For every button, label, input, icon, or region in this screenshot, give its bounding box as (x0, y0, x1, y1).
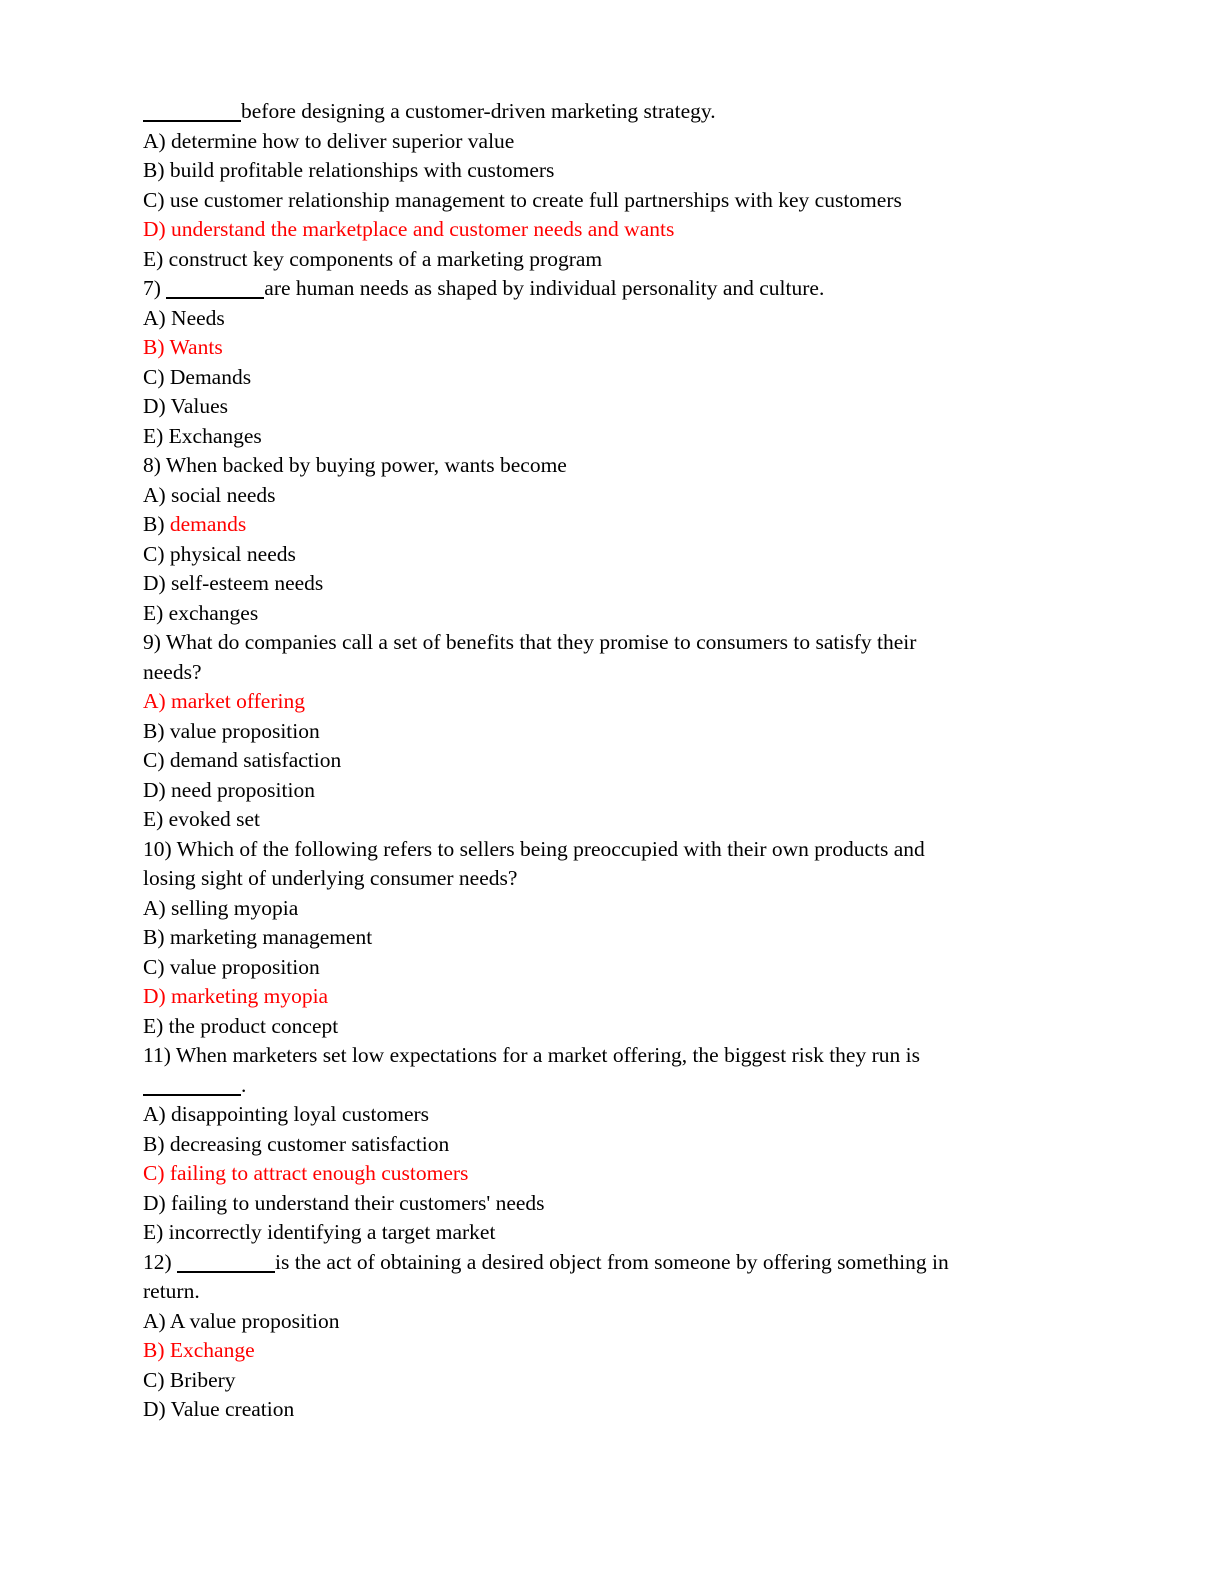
option: C) use customer relationship management to create full partnerships with key customers (143, 187, 902, 212)
question-tail: . (241, 1072, 247, 1097)
question-text-line-1: 11) When marketers set low expectations for a market offering, the biggest risk they run is (143, 1043, 920, 1067)
option: E) incorrectly identifying a target market (143, 1220, 496, 1244)
option: A) Needs (143, 305, 225, 330)
option: C) physical needs (143, 541, 296, 566)
answer-blank (177, 1251, 275, 1273)
question-tail: before designing a customer-driven marketing strategy. (241, 99, 716, 123)
option: A) A value proposition (143, 1308, 340, 1333)
question-7 (143, 274, 1043, 451)
option: E) exchanges (143, 600, 259, 625)
option: B) decreasing customer satisfaction (143, 1131, 450, 1156)
option: A) social needs (143, 482, 276, 507)
question-number: 7) (143, 276, 167, 300)
question-text: 8) When backed by buying power, wants become (143, 453, 567, 477)
option: C) Bribery (143, 1367, 236, 1392)
option: B) build profitable relationships with customers (143, 158, 555, 182)
option: D) failing to understand their customers' needs (143, 1190, 545, 1215)
option: C) value proposition (143, 954, 320, 979)
question-text-line-1: 10) Which of the following refers to sellers being preoccupied with their own products and (143, 836, 925, 861)
question-text-line-1: 9) What do companies call a set of benefits that they promise to consumers to satisfy their (143, 630, 917, 654)
option: C) Demands (143, 364, 252, 389)
question-continued (143, 97, 1043, 274)
correct-option: D) marketing myopia (143, 984, 329, 1008)
question-text (143, 97, 1043, 127)
correct-option (143, 510, 1043, 540)
question-text-line-2: needs? (143, 659, 202, 684)
option: D) need proposition (143, 777, 315, 802)
option: D) Value creation (143, 1397, 295, 1421)
question-12 (143, 1248, 1043, 1425)
question-text (143, 274, 1043, 304)
correct-option: C) failing to attract enough customers (143, 1161, 469, 1185)
correct-option: A) market offering (143, 689, 305, 713)
question-8 (143, 451, 1043, 628)
option: A) disappointing loyal customers (143, 1102, 430, 1126)
option: C) demand satisfaction (143, 748, 342, 772)
question-10 (143, 835, 1043, 1042)
question-body: are human needs as shaped by individual personality and culture. (264, 276, 825, 300)
option: D) self-esteem needs (143, 571, 324, 595)
option-letter: B) (143, 512, 170, 536)
option: E) evoked set (143, 807, 261, 831)
option: B) value proposition (143, 718, 320, 743)
option-answer-text: demands (169, 512, 247, 536)
option: A) determine how to deliver superior value (143, 128, 515, 153)
question-text-line-2 (143, 1071, 1043, 1101)
correct-option: B) Exchange (143, 1338, 255, 1362)
option: A) selling myopia (143, 895, 299, 920)
answer-blank (143, 100, 241, 122)
option: E) the product concept (143, 1013, 339, 1038)
question-11 (143, 1041, 1043, 1248)
question-number: 12) (143, 1249, 178, 1274)
question-body: is the act of obtaining a desired object from someone by offering something in (275, 1249, 949, 1274)
answer-blank (143, 1074, 241, 1096)
option: D) Values (143, 394, 228, 418)
document-page (143, 97, 1043, 1425)
question-text-line-2: return. (143, 1279, 200, 1303)
correct-option: B) Wants (143, 335, 223, 359)
correct-option: D) understand the marketplace and customer needs and wants (143, 217, 675, 241)
option: B) marketing management (143, 925, 373, 949)
option: E) Exchanges (143, 423, 262, 448)
question-text-line-1 (143, 1248, 1043, 1278)
question-text-line-2: losing sight of underlying consumer needs? (143, 866, 518, 890)
question-9 (143, 628, 1043, 835)
option: E) construct key components of a marketing program (143, 246, 603, 271)
answer-blank (166, 277, 264, 299)
